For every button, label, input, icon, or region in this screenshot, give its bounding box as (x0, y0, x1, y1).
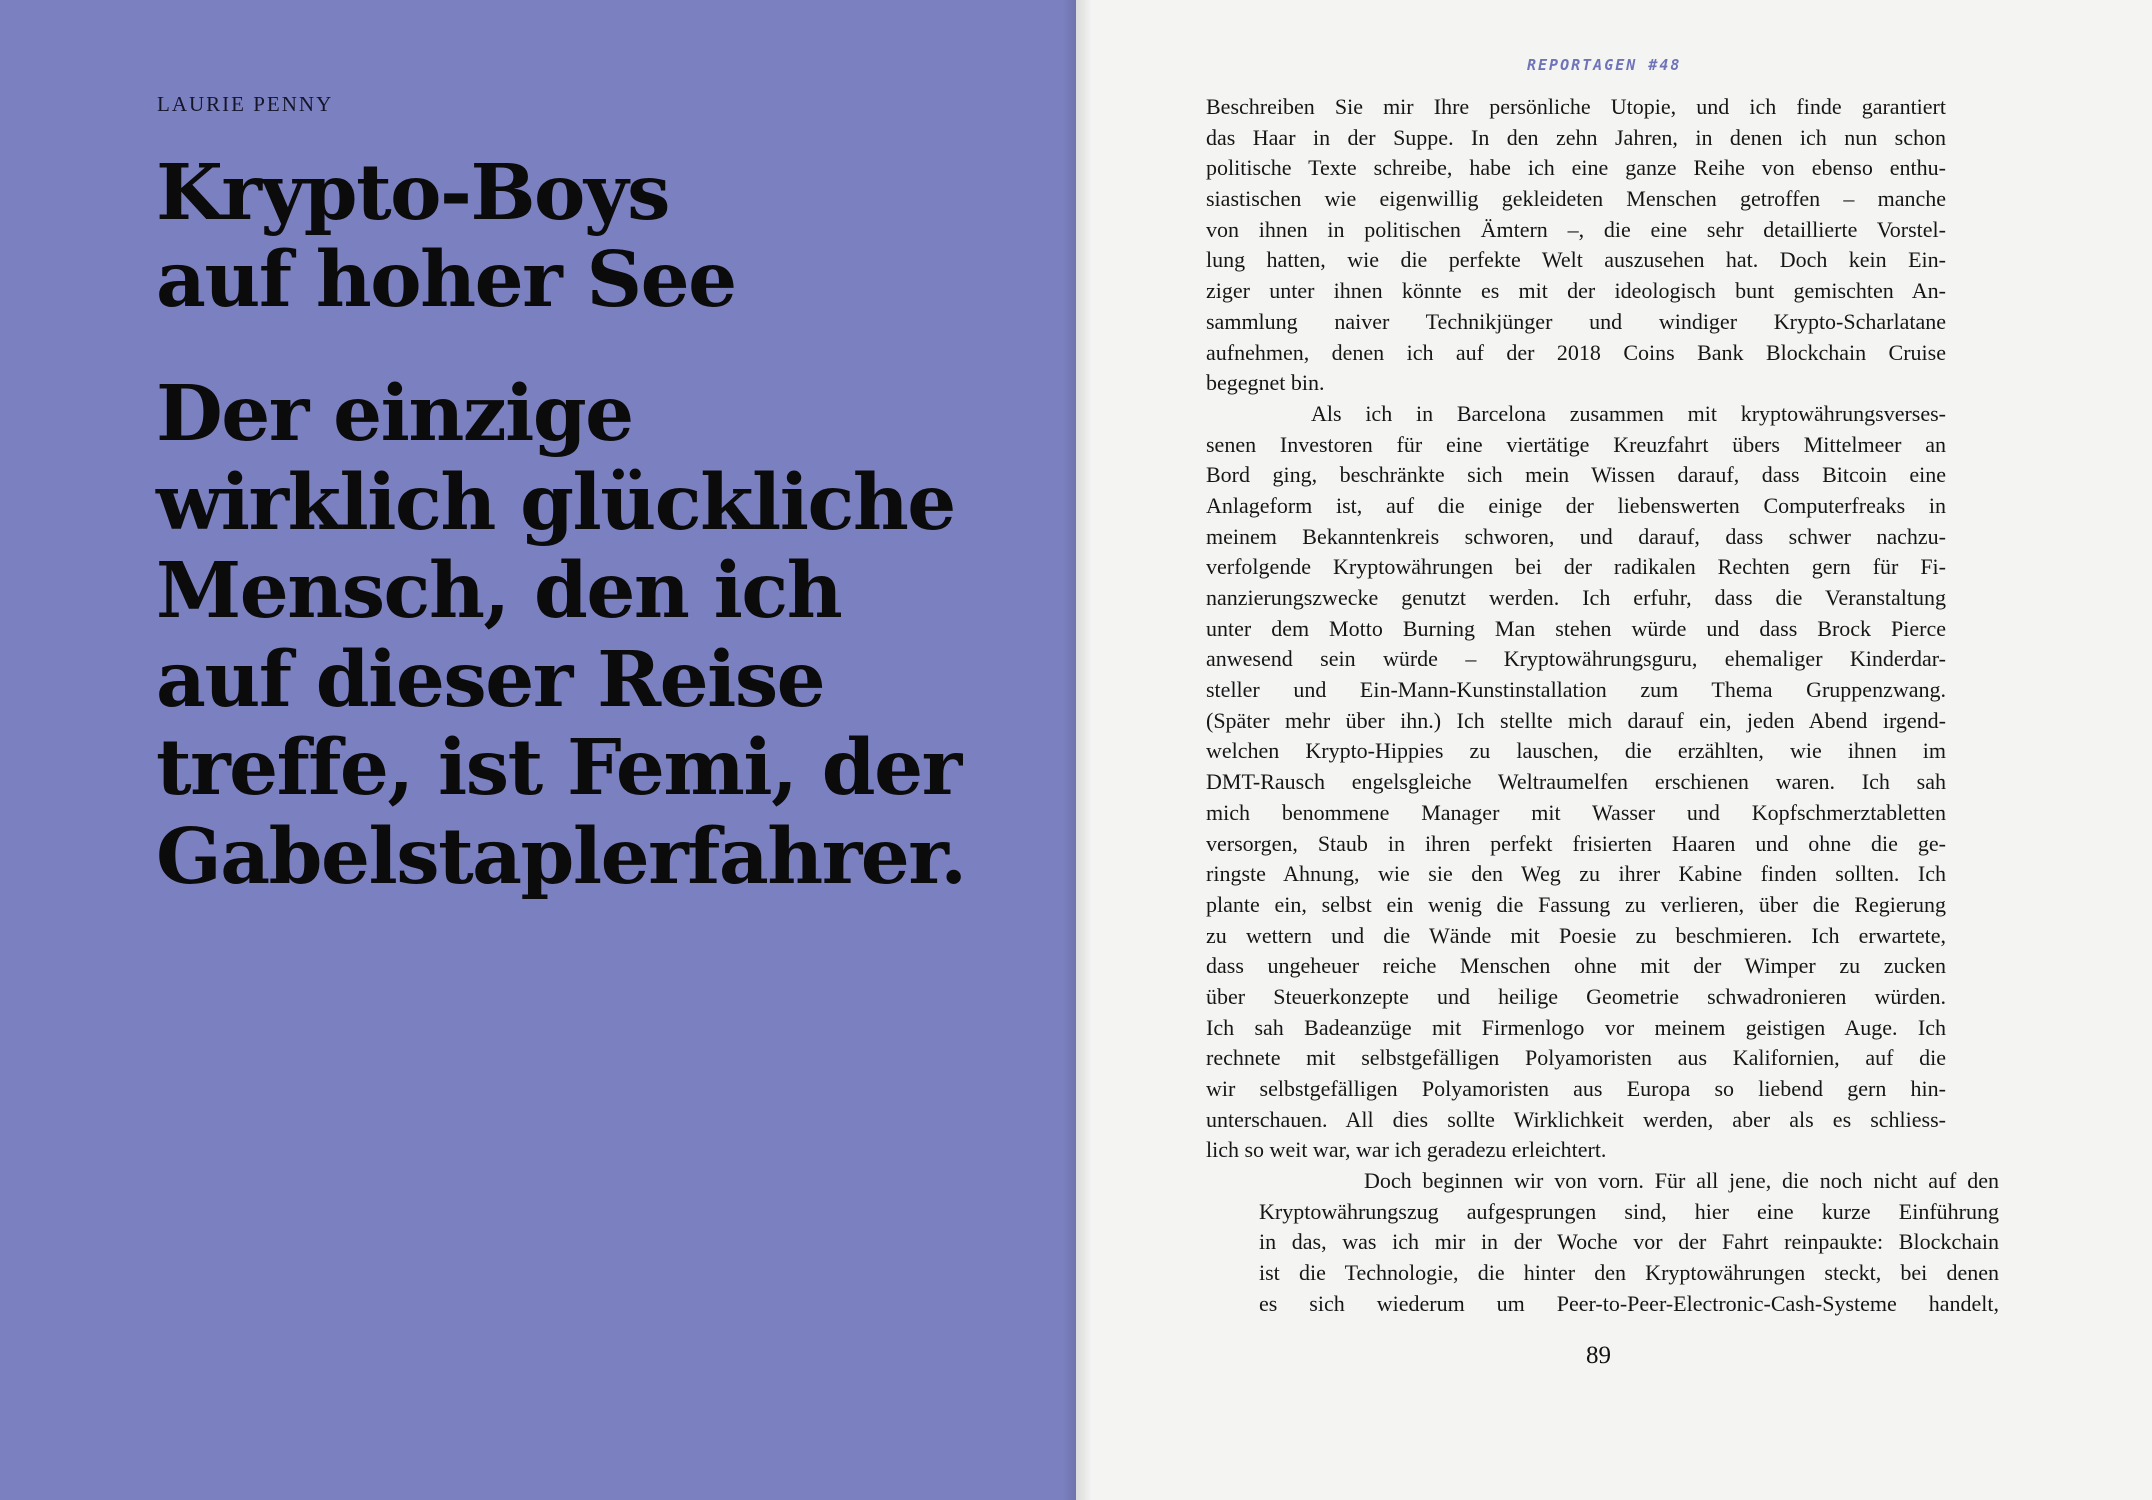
text-line: senen Investoren für eine viertätige Kreuzfahrt übers Mittelmeer an (1206, 431, 1946, 457)
text-line: unterschauen. All dies sollte Wirklichkeit werden, aber als es schliess- (1206, 1106, 1946, 1132)
paragraph-3 (1259, 1166, 1999, 1319)
text-line: lung hatten, wie die perfekte Welt auszusehen hat. Doch kein Ein- (1206, 247, 1946, 273)
lede-line: Gabelstaplerfahrer. (156, 811, 966, 902)
text-line: (Später mehr über ihn.) Ich stellte mich darauf ein, jeden Abend irgend- (1206, 707, 1946, 733)
title-line: Krypto-Boys (156, 148, 669, 238)
text-line: anwesend sein würde – Kryptowährungsguru, ehemaliger Kinderdar- (1206, 646, 1946, 672)
text-line: welchen Krypto-Hippies zu lauschen, die erzählten, wie ihnen im (1206, 738, 1946, 764)
text-line: in das, was ich mir in der Woche vor der Fahrt reinpaukte: Blockchain (1259, 1229, 1999, 1255)
text-line: steller und Ein-Mann-Kunstinstallation zum Thema Gruppenzwang. (1206, 677, 1946, 703)
text-line: mich benommene Manager mit Wasser und Kopfschmerztabletten (1206, 799, 1946, 825)
text-line: Beschreiben Sie mir Ihre persönliche Utopie, und ich finde garantiert (1206, 94, 1946, 119)
text-line: zu wettern und die Wände mit Poesie zu beschmieren. Ich erwartete, (1206, 922, 1946, 948)
text-line: wir selbstgefälligen Polyamoristen aus Europa so liebend gern hin- (1206, 1076, 1946, 1101)
title-line: auf hoher See (156, 235, 736, 325)
lede-line: Mensch, den ich (156, 546, 842, 636)
author-name: LAURIE PENNY (157, 92, 334, 116)
text-line: begegnet bin. (1206, 370, 1325, 396)
text-line: plante ein, selbst ein wenig die Fassung zu verlieren, über die Regierung (1206, 891, 1946, 917)
text-line: siastischen wie eigenwillig gekleideten Menschen getroffen – manche (1206, 186, 1946, 212)
text-line: rechnete mit selbstgefälligen Polyamoristen aus Kalifornien, auf die (1206, 1045, 1946, 1071)
text-line: nanzierungszwecke genutzt werden. Ich erfuhr, dass die Veranstaltung (1206, 585, 1946, 610)
lede-line: Der einzige (156, 369, 633, 459)
text-line: aufnehmen, denen ich auf der 2018 Coins Bank Blockchain Cruise (1206, 339, 1946, 365)
text-line: lich so weit war, war ich geradezu erleichtert. (1206, 1137, 1607, 1163)
article-title (156, 150, 1036, 324)
text-line: über Steuerkonzepte und heilige Geometrie schwadronieren würden. (1206, 983, 1946, 1009)
body-text (1206, 92, 1999, 1316)
article-lede (156, 370, 1056, 901)
text-line: unter dem Motto Burning Man stehen würde und dass Brock Pierce (1206, 615, 1946, 641)
paragraph-1 (1206, 92, 1946, 399)
text-line: ringste Ahnung, wie sie den Weg zu ihrer Kabine finden sollten. Ich (1206, 861, 1946, 887)
lede-line: auf dieser Reise (156, 634, 825, 725)
lede-line: wirklich glückliche (156, 457, 955, 548)
text-line: Doch beginnen wir von vorn. Für all jene, die noch nicht auf den (1364, 1168, 1999, 1194)
text-line: Kryptowährungszug aufgesprungen sind, hier eine kurze Einführung (1259, 1198, 1999, 1224)
text-line: Ich sah Badeanzüge mit Firmenlogo vor meinem geistigen Auge. Ich (1206, 1014, 1946, 1040)
text-line: dass ungeheuer reiche Menschen ohne mit der Wimper zu zucken (1206, 953, 1946, 979)
page-fold (1062, 0, 1092, 1500)
text-line: das Haar in der Suppe. In den zehn Jahren, in denen ich nun schon (1206, 124, 1946, 150)
text-line: ziger unter ihnen könnte es mit der ideologisch bunt gemischten An- (1206, 278, 1946, 304)
text-line: versorgen, Staub in ihren perfekt frisierten Haaren und ohne die ge- (1206, 830, 1946, 856)
lede-line: treffe, ist Femi, der (156, 723, 961, 813)
text-line: Bord ging, beschränkte sich mein Wissen darauf, dass Bitcoin eine (1206, 462, 1946, 488)
text-line: verfolgende Kryptowährungen bei der radikalen Rechten gern für Fi- (1206, 554, 1946, 580)
text-line: politische Texte schreibe, habe ich eine ganze Reihe von ebenso enthu- (1206, 155, 1946, 181)
text-line: Als ich in Barcelona zusammen mit kryptowährungsverses- (1311, 400, 1946, 426)
paragraph-2 (1206, 399, 1946, 1166)
text-line: DMT-Rausch engelsgleiche Weltraumelfen erschienen waren. Ich sah (1206, 769, 1946, 795)
text-line: ist die Technologie, die hinter den Kryptowährungen steckt, bei denen (1259, 1260, 1999, 1286)
text-line: es sich wiederum um Peer-to-Peer-Electronic-Cash-Systeme handelt, (1259, 1290, 1999, 1316)
page-number: 89 (1586, 1342, 1611, 1369)
text-line: Anlageform ist, auf die einige der liebenswerten Computerfreaks in (1206, 492, 1946, 518)
text-line: meinem Bekanntenkreis schworen, und darauf, dass schwer nachzu- (1206, 523, 1946, 549)
running-head: REPORTAGEN #48 (1527, 56, 1682, 74)
text-line: von ihnen in politischen Ämtern –, die eine sehr detaillierte Vorstel- (1206, 216, 1946, 242)
text-line: sammlung naiver Technikjünger und windiger Krypto-Scharlatane (1206, 308, 1946, 334)
